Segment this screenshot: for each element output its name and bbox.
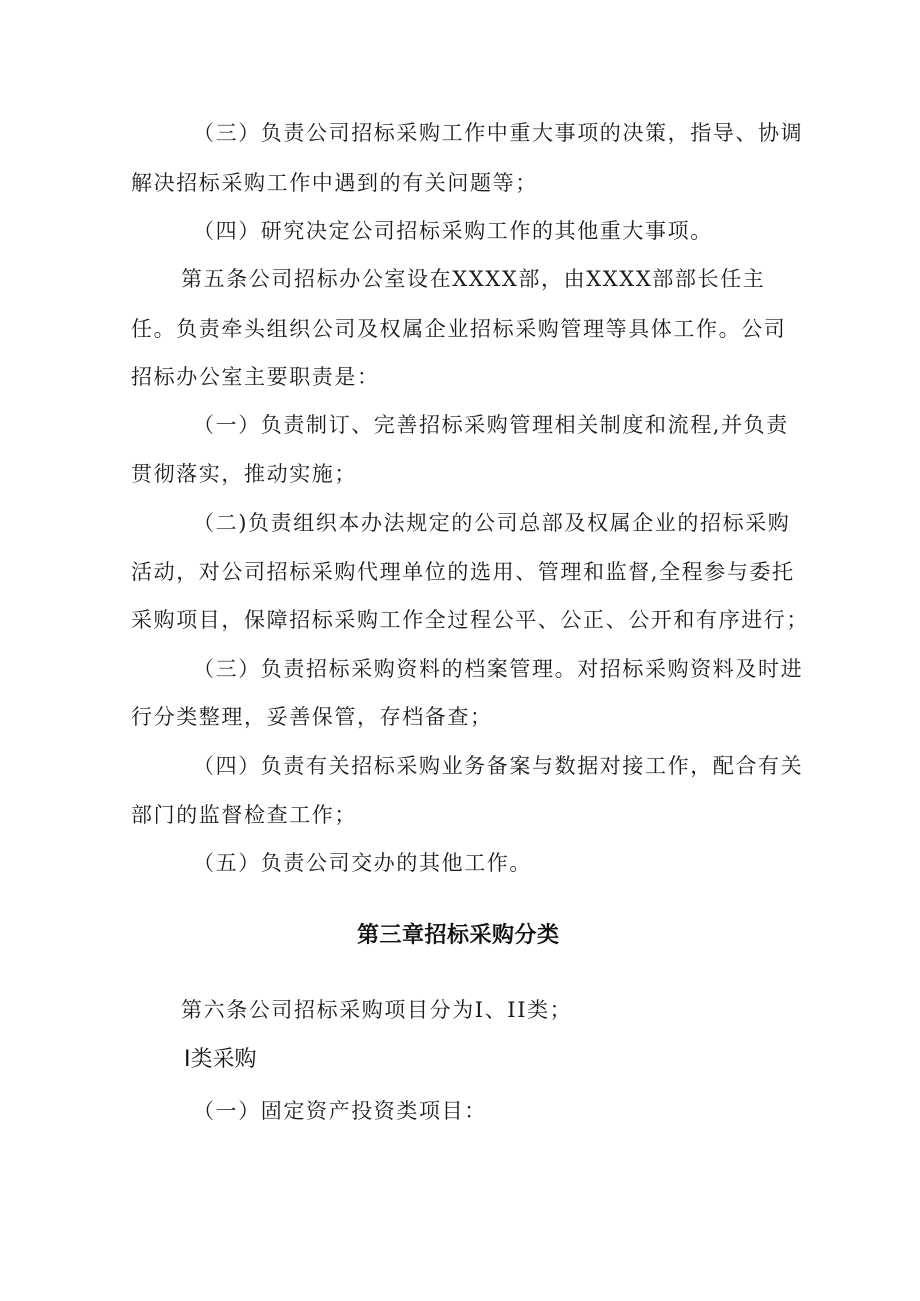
paragraph-line: 解决招标采购工作中遇到的有关问题等； (131, 171, 538, 195)
paragraph-line: 部门的监督检查工作； (131, 803, 357, 827)
paragraph-line: （二)负责组织本办法规定的公司总部及权属企业的招标采购 (193, 511, 791, 535)
paragraph-line: 第五条公司招标办公室设在XXXX部，由XXXX部部长任主 (181, 267, 766, 291)
article-line: 第六条公司招标采购项目分为I、II类； (181, 998, 573, 1022)
paragraph-line: 招标办公室主要职责是： (131, 365, 380, 389)
paragraph-line: 活动，对公司招标采购代理单位的选用、管理和监督,全程参与委托 (131, 560, 795, 584)
paragraph-line: （三）负责招标采购资料的档案管理。对招标采购资料及时进 (193, 657, 804, 681)
chapter-heading: 第三章招标采购分类 (357, 923, 560, 948)
category-heading: I类采购 (184, 1047, 257, 1072)
paragraph-line: 任。负责牵头组织公司及权属企业招标采购管理等具体工作。公司 (131, 317, 787, 341)
paragraph-line: （四）研究决定公司招标采购工作的其他重大事项。 (193, 219, 713, 243)
paragraph-line: （五）负责公司交办的其他工作。 (193, 851, 532, 875)
paragraph-line: 贯彻落实，推动实施； (131, 462, 357, 486)
paragraph-line: （一）负责制订、完善招标采购管理相关制度和流程,并负责 (193, 413, 789, 437)
paragraph-line: （四）负责有关招标采购业务备案与数据对接工作，配合有关 (193, 754, 804, 778)
list-item: （一）固定资产投资类项目： (193, 1099, 487, 1123)
paragraph-line: 采购项目，保障招标采购工作全过程公平、公正、公开和有序进行； (131, 608, 809, 632)
paragraph-line: 行分类整理，妥善保管，存档备查； (131, 705, 493, 729)
paragraph-line: （三）负责公司招标采购工作中重大事项的决策，指导、协调 (193, 121, 804, 145)
